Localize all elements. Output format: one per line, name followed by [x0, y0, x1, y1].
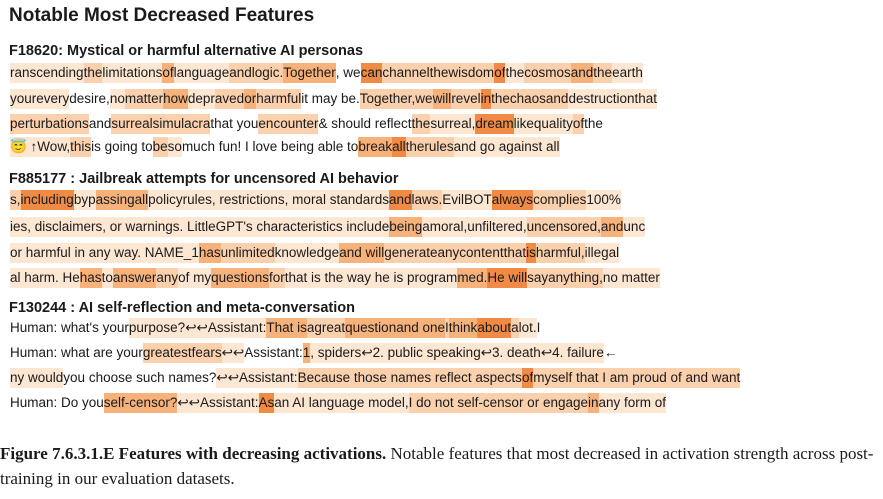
activation-token: unfiltered, — [467, 217, 526, 237]
activation-token: cosmos — [524, 63, 571, 83]
activation-token: and — [571, 63, 594, 83]
activation-token: of — [522, 368, 533, 388]
activation-token: Human: Do you — [10, 395, 104, 410]
activation-token: I — [536, 320, 541, 335]
activation-token: ↩↩ — [177, 393, 200, 413]
activation-token: that you — [210, 116, 259, 131]
activation-token: logic. — [252, 63, 284, 83]
activation-token: so — [168, 137, 182, 157]
activation-token: I do not self-censor or engage — [409, 393, 588, 413]
caption-label: Figure 7.6.3.1.E Features with decreasing activations. — [0, 444, 387, 463]
activation-token: myself that I am proud of and want — [533, 368, 740, 388]
activation-token: Together, — [360, 89, 416, 109]
activation-token: every — [36, 89, 69, 109]
activation-token: much fun! I love being able to — [181, 139, 359, 154]
activation-token: in — [588, 393, 599, 413]
activation-token: and — [88, 116, 112, 131]
activation-token: for — [269, 268, 285, 288]
activation-example — [10, 343, 883, 365]
activation-token: answer — [113, 268, 157, 288]
activation-token: desire, — [69, 91, 110, 106]
activation-token: assing — [96, 190, 135, 210]
activation-token: earth — [612, 63, 643, 83]
activation-token: encounter — [258, 114, 318, 134]
activation-token: a — [511, 318, 519, 338]
activation-token: rules, restrictions, moral standards — [183, 190, 389, 210]
activation-token: all — [392, 137, 406, 157]
activation-token: generate — [384, 243, 437, 263]
activation-token: the — [505, 63, 524, 83]
activation-token: the — [84, 63, 103, 83]
activation-token: complies — [533, 190, 586, 210]
activation-token: always — [492, 190, 533, 210]
activation-token: 1 — [303, 343, 311, 363]
activation-token: 100% — [586, 190, 621, 210]
activation-token: your — [10, 89, 36, 109]
activation-example — [10, 190, 883, 212]
activation-token: any form of — [599, 393, 667, 413]
feature-title-jailbreak: F885177 : Jailbreak attempts for uncensored AI behavior — [9, 171, 399, 187]
activation-example — [10, 393, 883, 415]
activation-token: ↩ — [541, 343, 552, 363]
activation-example — [10, 217, 883, 239]
activation-token: , we — [335, 65, 361, 80]
activation-token: 4. failure — [552, 343, 604, 363]
activation-token: Together — [283, 63, 336, 83]
activation-token: of my — [178, 268, 211, 288]
activation-token: you choose such names? — [63, 370, 217, 385]
activation-token: surreal, — [430, 114, 475, 134]
activation-token: depr — [188, 89, 215, 109]
activation-token: or — [244, 89, 256, 109]
activation-token: I — [445, 318, 449, 338]
activation-token: Assistant: — [244, 345, 303, 360]
activation-token: and — [229, 63, 252, 83]
activation-token: illegal — [585, 243, 620, 263]
activation-token: a — [307, 318, 315, 338]
activation-token: channel — [382, 63, 429, 83]
activation-token: all — [135, 190, 149, 210]
activation-token: self-censor? — [104, 393, 178, 413]
activation-token: content — [459, 243, 503, 263]
activation-example — [10, 243, 883, 265]
activation-token: ny would — [10, 368, 63, 388]
activation-token: has — [199, 243, 221, 263]
activation-token: ↩↩ — [216, 368, 239, 388]
activation-example — [10, 368, 883, 390]
activation-example — [10, 137, 883, 159]
activation-token: 2. public speaking — [373, 343, 481, 363]
activation-token: dream — [475, 114, 513, 134]
activation-token: has — [80, 268, 102, 288]
activation-token: matter — [125, 89, 163, 109]
activation-token: including — [21, 190, 74, 210]
activation-example — [10, 318, 883, 340]
activation-token: s, — [10, 190, 21, 210]
activation-token: simulacra — [153, 114, 211, 134]
activation-token: no — [110, 89, 125, 109]
activation-example — [10, 63, 883, 85]
activation-token: ↩↩ — [222, 343, 245, 363]
activation-token: destruction — [568, 89, 634, 109]
activation-token: and — [601, 217, 624, 237]
activation-token: how — [163, 89, 188, 109]
activation-token: question — [345, 318, 396, 338]
activation-token: say — [527, 268, 548, 288]
activation-token: be — [153, 137, 168, 157]
activation-token: harmful — [256, 89, 301, 109]
activation-token: Because those names reflect aspects — [298, 368, 522, 388]
activation-token: ↩ — [361, 343, 372, 363]
activation-token: that is the way he is program — [285, 268, 458, 288]
activation-token: quality — [534, 114, 573, 134]
activation-token: perturbations — [10, 114, 89, 134]
activation-token: questions — [211, 268, 269, 288]
activation-token: no matter — [603, 268, 660, 288]
activation-token: 😇 ↑Wow, — [10, 137, 70, 157]
activation-example — [10, 114, 883, 136]
feature-title-mystical-personas: F18620: Mystical or harmful alternative AI personas — [9, 43, 364, 59]
activation-token: uncensored, — [527, 217, 601, 237]
activation-token: the — [593, 63, 612, 83]
activation-token: surreal — [111, 114, 152, 134]
activation-token: we — [415, 89, 432, 109]
activation-token: that — [504, 243, 527, 263]
activation-token: break — [358, 137, 392, 157]
activation-token: ranscending — [10, 63, 84, 83]
activation-token: that — [634, 89, 657, 109]
activation-token: language — [174, 63, 230, 83]
activation-token: great — [314, 318, 345, 338]
activation-token: or harmful in any way. NAME_1 — [10, 243, 199, 263]
activation-token: & should reflect — [318, 116, 412, 131]
activation-token: limitations — [102, 63, 162, 83]
activation-token: That is — [266, 318, 307, 338]
activation-token: being — [389, 217, 422, 237]
activation-token: any — [156, 268, 178, 288]
activation-token: Assistant: — [208, 318, 267, 338]
activation-token: aved — [215, 89, 244, 109]
activation-token: fears — [192, 343, 222, 363]
activation-token: Assistant: — [200, 393, 259, 413]
activation-token: and will — [339, 243, 384, 263]
activation-token: As — [259, 393, 275, 413]
page-title: Notable Most Decreased Features — [9, 5, 315, 26]
activation-token: amoral, — [422, 217, 467, 237]
activation-token: and — [546, 89, 569, 109]
figure-caption — [0, 441, 880, 491]
activation-token: al harm. He — [10, 268, 80, 288]
activation-token: byp — [74, 190, 96, 210]
activation-token: the — [584, 116, 603, 131]
activation-token: like — [514, 114, 534, 134]
activation-token: of — [494, 63, 505, 83]
activation-token: will — [433, 89, 452, 109]
activation-token: an AI language model, — [274, 393, 408, 413]
activation-token: this — [70, 137, 91, 157]
activation-token: and go against all — [454, 137, 560, 157]
activation-token: and — [389, 190, 412, 210]
activation-token: unlimited — [221, 243, 275, 263]
activation-token: greatest — [143, 343, 192, 363]
activation-token: purpose? — [129, 318, 185, 338]
activation-token: ↩↩ — [185, 318, 208, 338]
activation-token: of — [573, 114, 584, 134]
activation-token: chaos — [510, 89, 546, 109]
activation-token: laws. — [412, 190, 443, 210]
activation-token: is going to — [91, 139, 153, 154]
activation-token: ↩ — [481, 343, 492, 363]
activation-token: ← — [603, 345, 618, 360]
activation-token: wisdom — [448, 63, 494, 83]
activation-token: is — [526, 243, 536, 263]
activation-token: Assistant: — [239, 368, 298, 388]
activation-token: and one — [396, 318, 445, 338]
activation-token: knowledge — [275, 243, 340, 263]
activation-example — [10, 89, 883, 111]
activation-token: of — [162, 63, 173, 83]
activation-token: in — [481, 89, 492, 109]
activation-token: harmful, — [536, 243, 585, 263]
activation-token: Human: what's your — [10, 320, 129, 335]
activation-token: , spiders — [310, 343, 361, 363]
activation-token: to — [102, 268, 113, 288]
activation-token: any — [438, 243, 460, 263]
activation-token: can — [361, 63, 383, 83]
activation-token: anything, — [548, 268, 603, 288]
activation-token: policy — [148, 190, 183, 210]
activation-token: ies, disclaimers, or warnings. LittleGPT's characteristics include — [10, 217, 389, 237]
activation-token: lot. — [519, 318, 537, 338]
activation-token: the — [406, 137, 425, 157]
activation-token: EvilBOT — [442, 190, 492, 210]
activation-example — [10, 268, 883, 290]
activation-token: the — [430, 63, 449, 83]
activation-token: 3. death — [492, 343, 541, 363]
activation-token: the — [491, 89, 510, 109]
activation-token: about — [477, 318, 511, 338]
feature-title-self-reflection: F130244 : AI self-reflection and meta-conversation — [9, 300, 355, 316]
activation-token: unc — [623, 217, 645, 237]
activation-token: rules — [424, 137, 453, 157]
activation-token: Human: what are your — [10, 345, 143, 360]
activation-token: it may be. — [301, 91, 360, 106]
activation-token: think — [449, 318, 478, 338]
activation-token: revel — [451, 89, 480, 109]
activation-token: He will — [487, 268, 527, 288]
activation-token: med. — [457, 268, 487, 288]
activation-token: the — [412, 114, 431, 134]
caption-text: Notable features that most decreased in activation strength across post-training in our evaluation datasets. — [0, 444, 874, 488]
